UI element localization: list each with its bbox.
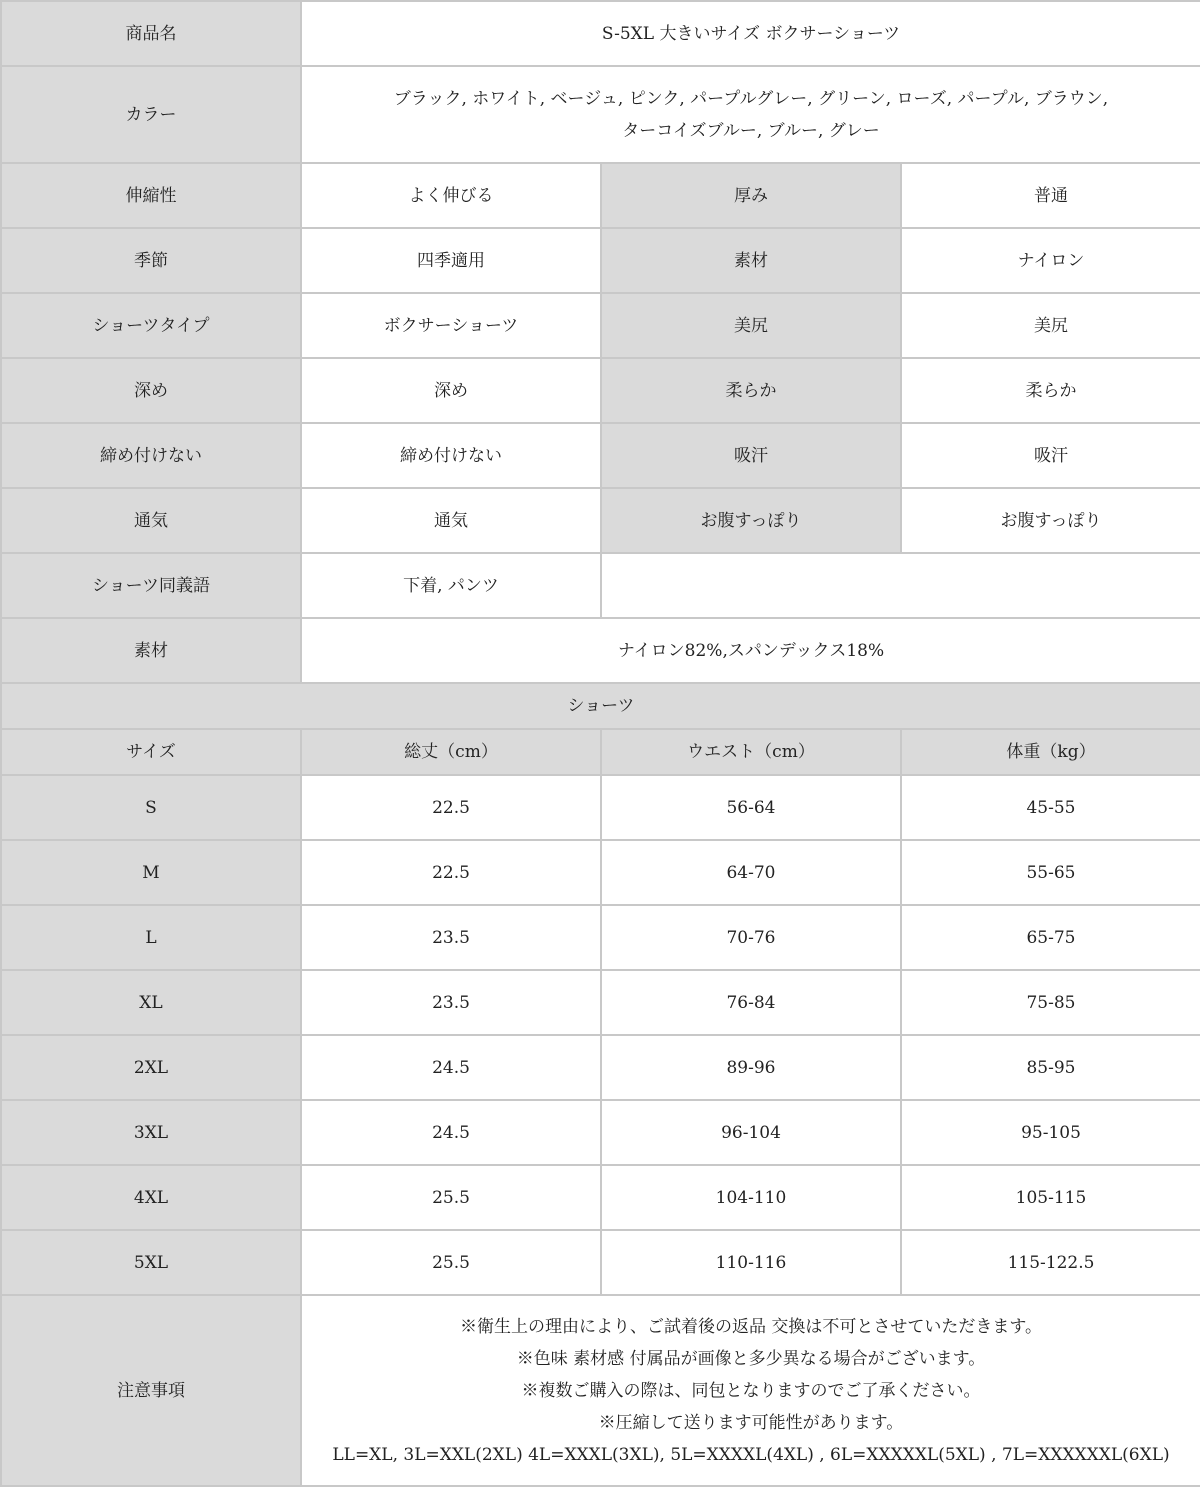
attribute-value: 普通 — [901, 163, 1200, 228]
size-row — [1, 1035, 1200, 1100]
synonym-value: 下着, パンツ — [301, 553, 601, 618]
size-cell: L — [1, 905, 301, 970]
weight-cell: 75-85 — [901, 970, 1200, 1035]
attribute-key: ショーツタイプ — [1, 293, 301, 358]
attribute-key: 柔らか — [601, 358, 901, 423]
length-cell: 25.5 — [301, 1165, 601, 1230]
note-line: ※色味 素材感 付属品が画像と多少異なる場合がございます。 — [516, 1348, 986, 1369]
color-value-line-2: ターコイズブルー, ブルー, グレー — [622, 120, 880, 141]
size-cell: 4XL — [1, 1165, 301, 1230]
color-value-line-1: ブラック, ホワイト, ベージュ, ピンク, パープルグレー, グリーン, ローズ, パープル, ブラウン, — [393, 88, 1109, 109]
waist-cell: 70-76 — [601, 905, 901, 970]
attribute-key: お腹すっぽり — [601, 488, 901, 553]
empty-cell — [601, 553, 1200, 618]
length-cell: 22.5 — [301, 775, 601, 840]
attribute-key: 深め — [1, 358, 301, 423]
size-row — [1, 1230, 1200, 1295]
length-cell: 23.5 — [301, 970, 601, 1035]
attribute-row — [1, 488, 1200, 553]
size-table-header-row — [1, 729, 1200, 775]
length-cell: 23.5 — [301, 905, 601, 970]
attribute-row — [1, 358, 1200, 423]
attribute-value: 吸汗 — [901, 423, 1200, 488]
color-label: カラー — [1, 66, 301, 163]
size-header: サイズ — [1, 729, 301, 775]
size-cell: S — [1, 775, 301, 840]
attribute-row — [1, 163, 1200, 228]
size-cell: 5XL — [1, 1230, 301, 1295]
notes-row — [1, 1295, 1200, 1486]
length-cell: 22.5 — [301, 840, 601, 905]
size-row — [1, 1100, 1200, 1165]
size-table-title-row — [1, 683, 1200, 729]
color-value — [301, 66, 1200, 163]
color-row — [1, 66, 1200, 163]
synonym-label: ショーツ同義語 — [1, 553, 301, 618]
weight-cell: 45-55 — [901, 775, 1200, 840]
note-line: LL=XL, 3L=XXL(2XL) 4L=XXXL(3XL), 5L=XXXXL(4XL) , 6L=XXXXXL(5XL) , 7L=XXXXXXL(6XL) — [332, 1444, 1170, 1465]
product-name-row — [1, 1, 1200, 66]
note-line: ※複数ご購入の際は、同包となりますのでご了承ください。 — [521, 1380, 981, 1401]
size-cell: 2XL — [1, 1035, 301, 1100]
length-cell: 24.5 — [301, 1100, 601, 1165]
size-row — [1, 840, 1200, 905]
waist-cell: 76-84 — [601, 970, 901, 1035]
size-row — [1, 905, 1200, 970]
waist-cell: 110-116 — [601, 1230, 901, 1295]
waist-cell: 104-110 — [601, 1165, 901, 1230]
attribute-key: 厚み — [601, 163, 901, 228]
weight-cell: 55-65 — [901, 840, 1200, 905]
product-name-value: S-5XL 大きいサイズ ボクサーショーツ — [301, 1, 1200, 66]
attribute-key: 美尻 — [601, 293, 901, 358]
attribute-value: 締め付けない — [301, 423, 601, 488]
waist-cell: 56-64 — [601, 775, 901, 840]
size-cell: 3XL — [1, 1100, 301, 1165]
attribute-key: 吸汗 — [601, 423, 901, 488]
waist-cell: 89-96 — [601, 1035, 901, 1100]
attribute-row — [1, 423, 1200, 488]
weight-cell: 85-95 — [901, 1035, 1200, 1100]
attribute-key: 通気 — [1, 488, 301, 553]
weight-header: 体重（kg） — [901, 729, 1200, 775]
attribute-value: 柔らか — [901, 358, 1200, 423]
attribute-key: 締め付けない — [1, 423, 301, 488]
material-row — [1, 618, 1200, 683]
synonym-row — [1, 553, 1200, 618]
attribute-value: 深め — [301, 358, 601, 423]
attribute-value: よく伸びる — [301, 163, 601, 228]
attribute-value: ナイロン — [901, 228, 1200, 293]
notes-label: 注意事項 — [1, 1295, 301, 1486]
attribute-key: 伸縮性 — [1, 163, 301, 228]
size-cell: XL — [1, 970, 301, 1035]
attribute-row — [1, 228, 1200, 293]
waist-header: ウエスト（cm） — [601, 729, 901, 775]
note-line: ※衛生上の理由により、ご試着後の返品 交換は不可とさせていただきます。 — [459, 1316, 1043, 1337]
note-line: ※圧縮して送ります可能性があります。 — [598, 1412, 904, 1433]
weight-cell: 115-122.5 — [901, 1230, 1200, 1295]
size-cell: M — [1, 840, 301, 905]
waist-cell: 96-104 — [601, 1100, 901, 1165]
attribute-row — [1, 293, 1200, 358]
weight-cell: 95-105 — [901, 1100, 1200, 1165]
attribute-value: 通気 — [301, 488, 601, 553]
material-value: ナイロン82%,スパンデックス18% — [301, 618, 1200, 683]
size-row — [1, 970, 1200, 1035]
weight-cell: 65-75 — [901, 905, 1200, 970]
material-label: 素材 — [1, 618, 301, 683]
attribute-key: 季節 — [1, 228, 301, 293]
length-cell: 25.5 — [301, 1230, 601, 1295]
length-cell: 24.5 — [301, 1035, 601, 1100]
attribute-value: 美尻 — [901, 293, 1200, 358]
weight-cell: 105-115 — [901, 1165, 1200, 1230]
attribute-key: 素材 — [601, 228, 901, 293]
attribute-value: お腹すっぽり — [901, 488, 1200, 553]
notes-content — [301, 1295, 1200, 1486]
length-header: 総丈（cm） — [301, 729, 601, 775]
waist-cell: 64-70 — [601, 840, 901, 905]
attribute-value: 四季適用 — [301, 228, 601, 293]
size-row — [1, 775, 1200, 840]
product-name-label: 商品名 — [1, 1, 301, 66]
size-row — [1, 1165, 1200, 1230]
size-table-title: ショーツ — [1, 683, 1200, 729]
attribute-value: ボクサーショーツ — [301, 293, 601, 358]
